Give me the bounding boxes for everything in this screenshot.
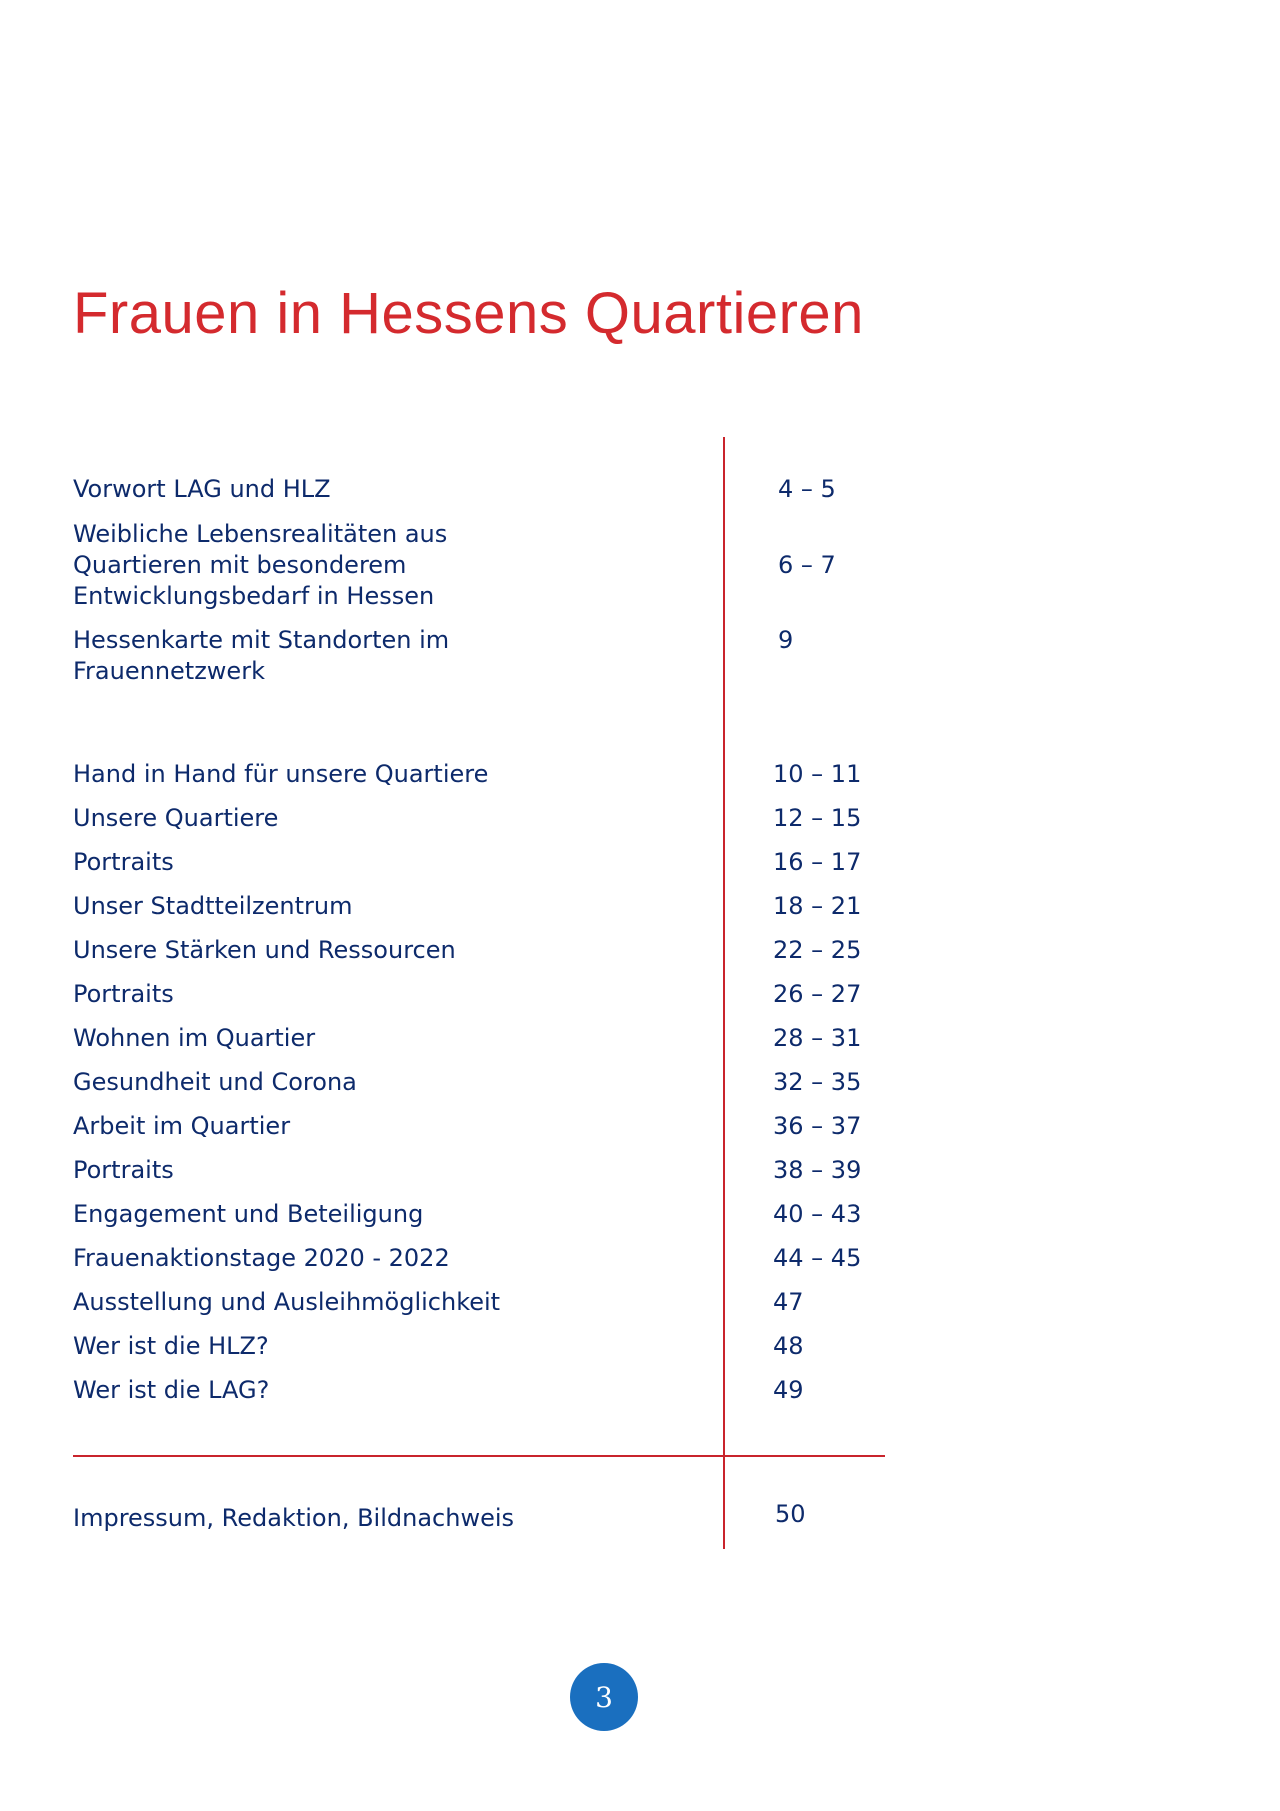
toc-entry-pages: 6 – 7 xyxy=(778,551,836,579)
toc-entry-title: Engagement und Beteiligung xyxy=(73,1200,424,1228)
toc-entry-pages: 18 – 21 xyxy=(773,892,862,920)
toc-entry-pages: 16 – 17 xyxy=(773,848,862,876)
toc-entry[interactable] xyxy=(73,1199,862,1230)
toc-entry[interactable] xyxy=(73,625,794,687)
toc-entry[interactable] xyxy=(73,474,836,505)
toc-entry-title: Unsere Stärken und Ressourcen xyxy=(73,936,456,964)
toc-entry-title: Gesundheit und Corona xyxy=(73,1068,357,1096)
toc-entry-pages: 12 – 15 xyxy=(773,804,862,832)
toc-entry[interactable] xyxy=(73,1500,806,1534)
toc-entry-title: Arbeit im Quartier xyxy=(73,1112,291,1140)
toc-entry-pages: 36 – 37 xyxy=(773,1112,862,1140)
toc-entry[interactable] xyxy=(73,1287,804,1318)
toc-entry-title: Frauenaktionstage 2020 - 2022 xyxy=(73,1244,450,1272)
toc-entry-title: Weibliche Lebensrealitäten aus Quartieren mit besonderem Entwicklungsbedarf in Hessen xyxy=(73,520,448,610)
toc-entry[interactable] xyxy=(73,1331,804,1362)
toc-entry-title: Impressum, Redaktion, Bildnachweis xyxy=(73,1504,515,1532)
toc-entry-title: Wer ist die LAG? xyxy=(73,1376,270,1404)
toc-entry-title: Hessenkarte mit Standorten im Frauennetzwerk xyxy=(73,626,450,685)
toc-entry-pages: 26 – 27 xyxy=(773,980,862,1008)
horizontal-divider xyxy=(73,1455,885,1457)
toc-entry-pages: 32 – 35 xyxy=(773,1068,862,1096)
toc-entry[interactable] xyxy=(73,847,862,878)
page-number-badge: 3 xyxy=(570,1663,638,1731)
toc-entry[interactable] xyxy=(73,1243,862,1274)
toc-entry[interactable] xyxy=(73,1155,862,1186)
page-title: Frauen in Hessens Quartieren xyxy=(73,281,864,346)
toc-entry-title: Wer ist die HLZ? xyxy=(73,1332,269,1360)
toc-entry[interactable] xyxy=(73,1067,862,1098)
toc-entry-pages: 40 – 43 xyxy=(773,1200,862,1228)
toc-entry-title: Portraits xyxy=(73,848,174,876)
toc-entry-pages: 10 – 11 xyxy=(773,760,862,788)
toc-entry-pages: 50 xyxy=(775,1500,806,1528)
toc-entry[interactable] xyxy=(73,1023,862,1054)
toc-entry-title: Hand in Hand für unsere Quartiere xyxy=(73,760,489,788)
toc-entry-title: Ausstellung und Ausleihmöglichkeit xyxy=(73,1288,501,1316)
toc-entry[interactable] xyxy=(73,759,862,790)
toc-entry[interactable] xyxy=(73,1375,804,1406)
toc-entry-pages: 9 xyxy=(778,626,794,654)
toc-entry[interactable] xyxy=(73,979,862,1010)
toc-entry-pages: 4 – 5 xyxy=(778,475,836,503)
toc-entry-pages: 49 xyxy=(773,1376,804,1404)
toc-entry[interactable] xyxy=(73,935,862,966)
toc-entry-pages: 38 – 39 xyxy=(773,1156,862,1184)
toc-entry-pages: 47 xyxy=(773,1288,804,1316)
toc-entry[interactable] xyxy=(73,519,836,612)
toc-entry-title: Wohnen im Quartier xyxy=(73,1024,316,1052)
toc-entry-title: Portraits xyxy=(73,980,174,1008)
toc-entry-pages: 48 xyxy=(773,1332,804,1360)
toc-entry-title: Unser Stadtteilzentrum xyxy=(73,892,353,920)
toc-entry-title: Unsere Quartiere xyxy=(73,804,279,832)
vertical-divider xyxy=(723,437,725,1549)
toc-entry-title: Portraits xyxy=(73,1156,174,1184)
toc-entry[interactable] xyxy=(73,891,862,922)
toc-entry-pages: 44 – 45 xyxy=(773,1244,862,1272)
toc-entry-pages: 22 – 25 xyxy=(773,936,862,964)
toc-entry-title: Vorwort LAG und HLZ xyxy=(73,475,331,503)
toc-entry-pages: 28 – 31 xyxy=(773,1024,862,1052)
toc-entry[interactable] xyxy=(73,1111,862,1142)
toc-entry[interactable] xyxy=(73,803,862,834)
